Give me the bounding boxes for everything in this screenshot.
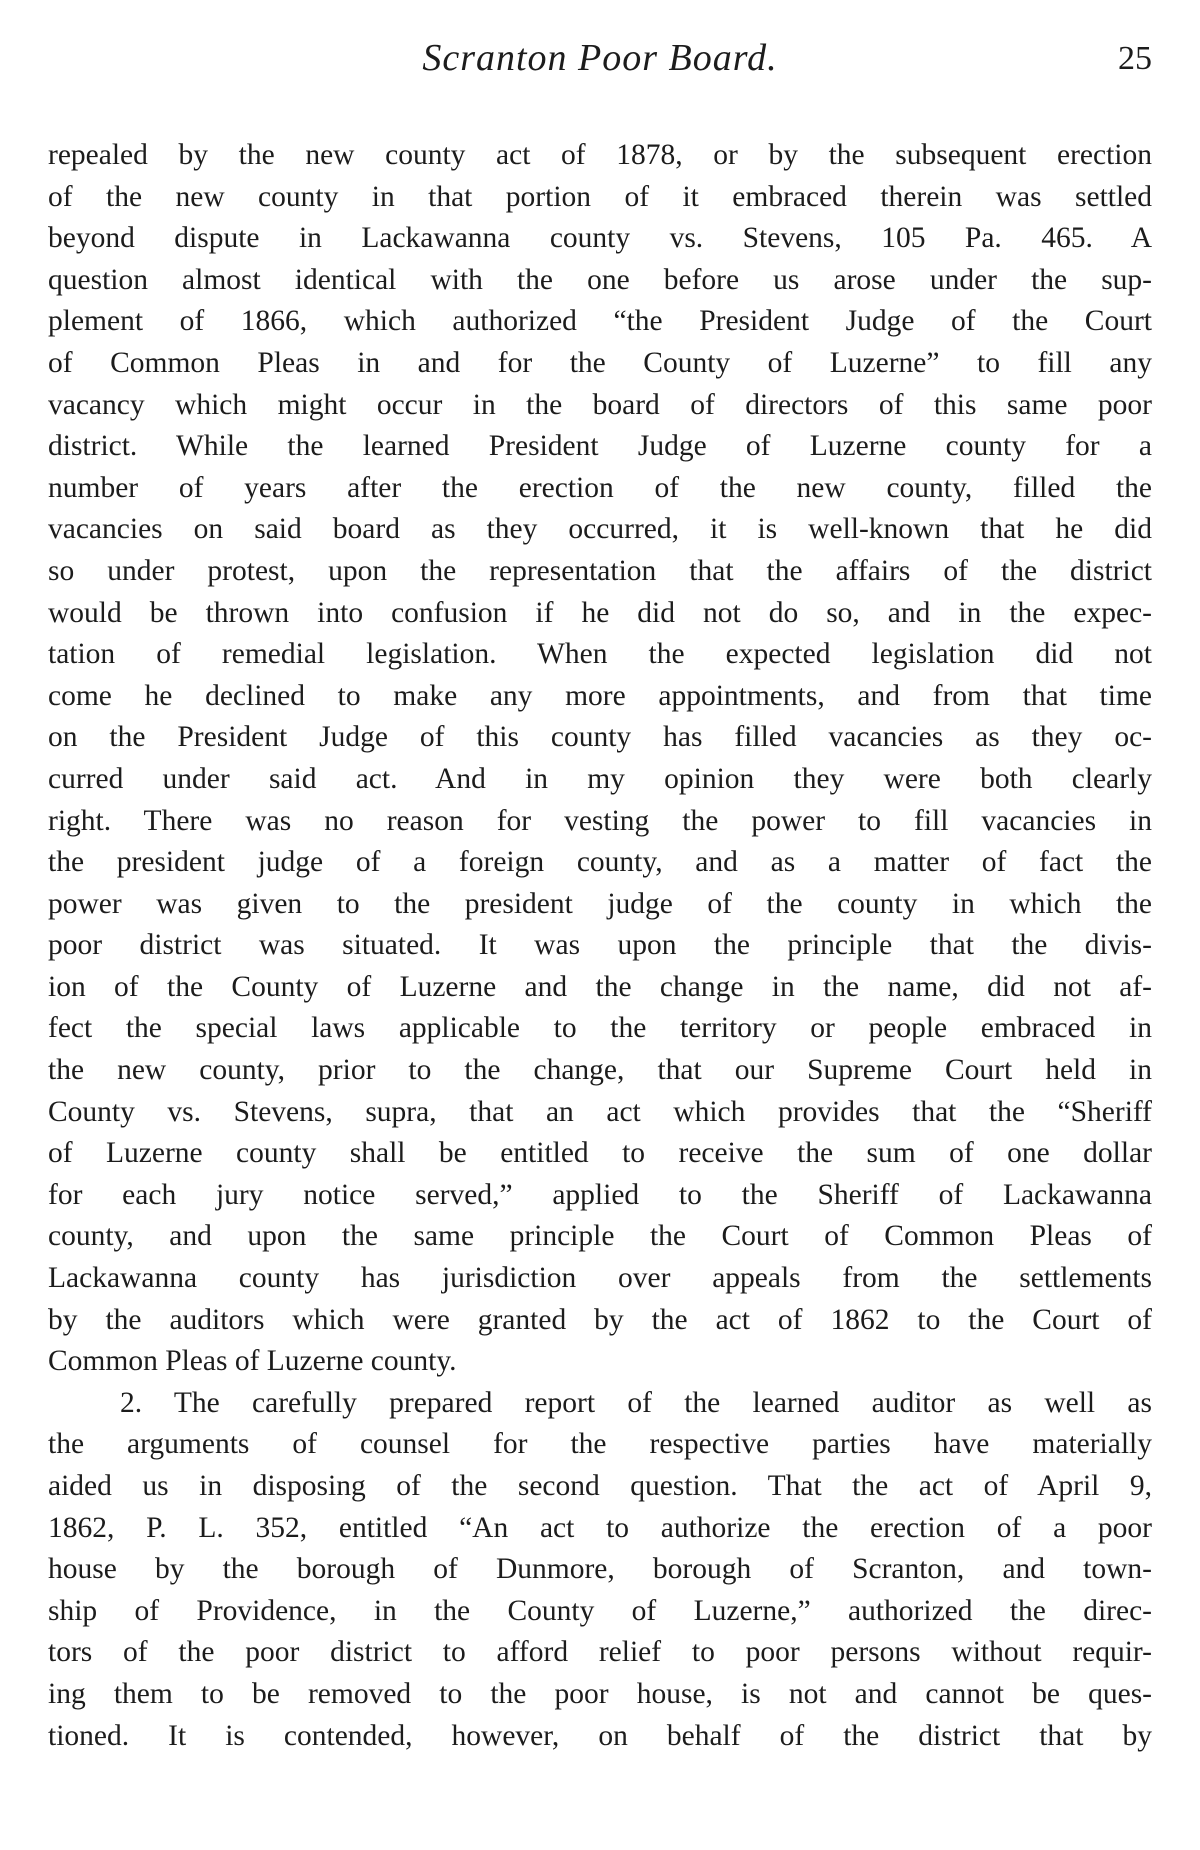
text-line: power was given to the president judge of the county in which the (48, 887, 1152, 920)
text-line: 1862, P. L. 352, entitled “An act to authorize the erection of a poor (48, 1511, 1152, 1544)
text-line: tioned. It is contended, however, on behalf of the district that by (48, 1719, 1152, 1752)
text-line: would be thrown into confusion if he did not do so, and in the expec- (48, 596, 1152, 629)
text-line: house by the borough of Dunmore, borough of Scranton, and town- (48, 1553, 1152, 1586)
text-line: Lackawanna county has jurisdiction over appeals from the settlements (48, 1262, 1152, 1295)
paragraph-end-line: Common Pleas of Luzerne county. (48, 1345, 457, 1378)
text-line: ing them to be removed to the poor house, is not and cannot be ques- (48, 1677, 1152, 1710)
text-line: ion of the County of Luzerne and the change in the name, did not af- (48, 970, 1152, 1003)
body-text (48, 135, 1152, 1757)
text-line: question almost identical with the one before us arose under the sup- (48, 263, 1152, 296)
text-line: fect the special laws applicable to the territory or people embraced in (48, 1012, 1152, 1045)
running-title: Scranton Poor Board. (422, 37, 778, 79)
text-line: repealed by the new county act of 1878, or by the subsequent erection (48, 139, 1152, 171)
text-line: tors of the poor district to afford relief to poor persons without requir- (48, 1636, 1152, 1669)
text-line: tation of remedial legislation. When the expected legislation did not (48, 638, 1152, 671)
text-line: ship of Providence, in the County of Luzerne,” authorized the direc- (48, 1594, 1152, 1627)
running-head (0, 30, 1200, 90)
page-number: 25 (1118, 40, 1152, 77)
text-line: on the President Judge of this county has filled vacancies as they oc- (48, 721, 1152, 754)
text-line: of Luzerne county shall be entitled to receive the sum of one dollar (48, 1137, 1152, 1170)
text-line: the new county, prior to the change, that our Supreme Court held in (48, 1054, 1152, 1087)
text-line: come he declined to make any more appointments, and from that time (48, 679, 1152, 712)
text-line: right. There was no reason for vesting the power to fill vacancies in (48, 804, 1152, 837)
text-line: so under protest, upon the representation that the affairs of the district (48, 554, 1152, 587)
paragraph-2-first-line: 2. The carefully prepared report of the learned auditor as well as (120, 1386, 1152, 1419)
text-line: County vs. Stevens, supra, that an act which provides that the “Sheriff (48, 1095, 1152, 1128)
text-line: the arguments of counsel for the respective parties have materially (48, 1428, 1152, 1461)
text-line: number of years after the erection of the new county, filled the (48, 471, 1152, 504)
text-line: district. While the learned President Judge of Luzerne county for a (48, 430, 1152, 463)
text-line: beyond dispute in Lackawanna county vs. Stevens, 105 Pa. 465. A (48, 222, 1152, 255)
text-line: vacancy which might occur in the board of directors of this same poor (48, 388, 1152, 421)
text-line: of the new county in that portion of it embraced therein was settled (48, 180, 1152, 213)
text-line: curred under said act. And in my opinion they were both clearly (48, 762, 1152, 795)
text-line: aided us in disposing of the second question. That the act of April 9, (48, 1470, 1152, 1502)
text-line: the president judge of a foreign county, and as a matter of fact the (48, 846, 1152, 879)
text-line: for each jury notice served,” applied to the Sheriff of Lackawanna (48, 1178, 1152, 1211)
text-line: poor district was situated. It was upon the principle that the divis- (48, 929, 1152, 962)
text-line: county, and upon the same principle the Court of Common Pleas of (48, 1220, 1152, 1253)
text-line: of Common Pleas in and for the County of Luzerne” to fill any (48, 346, 1152, 379)
text-line: plement of 1866, which authorized “the President Judge of the Court (48, 305, 1152, 338)
text-line: vacancies on said board as they occurred, it is well-known that he did (48, 513, 1152, 546)
text-line: by the auditors which were granted by the act of 1862 to the Court of (48, 1303, 1152, 1336)
